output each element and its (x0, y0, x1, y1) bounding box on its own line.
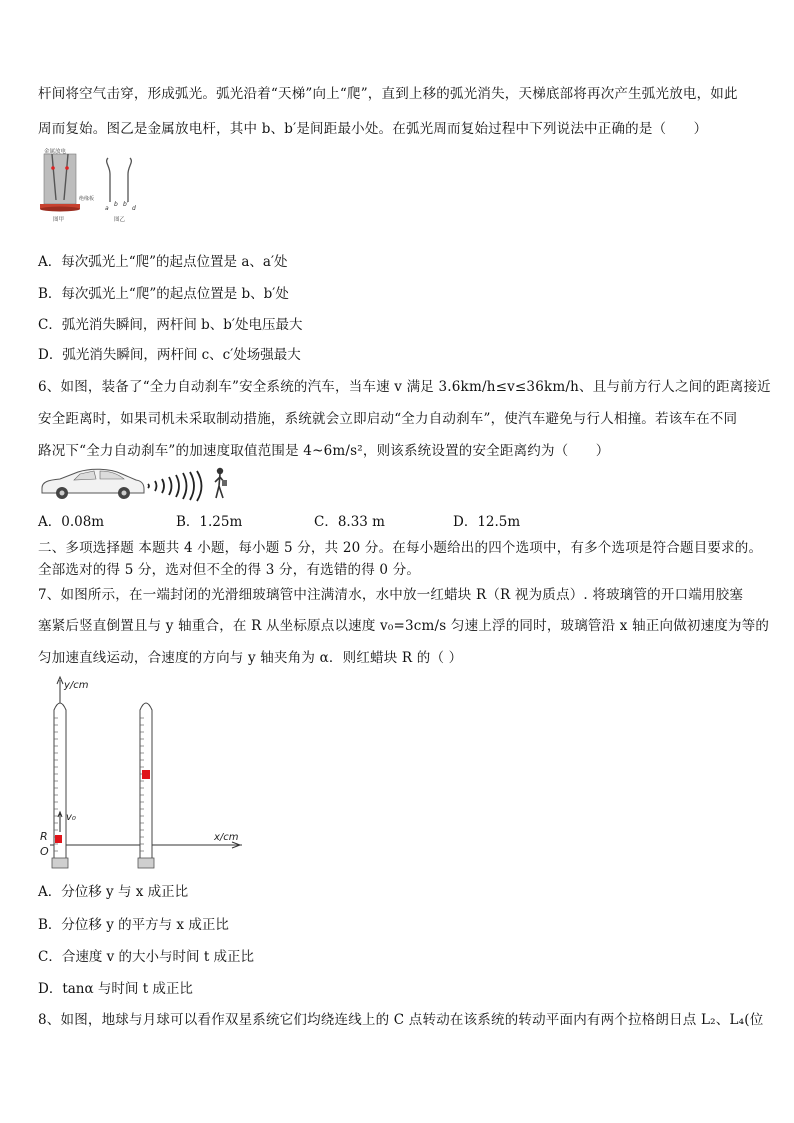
svg-text:y/cm: y/cm (64, 680, 89, 691)
svg-text:R: R (40, 830, 48, 843)
svg-text:b: b (114, 201, 118, 208)
discharge-rods-shape (44, 154, 76, 204)
glass-tube-left (52, 703, 76, 868)
q5-option-b[interactable]: B．每次弧光上“爬”的起点位置是 b、b′处 (38, 286, 289, 302)
svg-text:绝缘板: 绝缘板 (79, 196, 95, 202)
q8-text-line-1: 8、如图，地球与月球可以看作双星系统它们均绕连线上的 C 点转动在该系统的转动平面内有两个拉格朗日点 L₂、L₄(位 (38, 1012, 764, 1028)
q7-option-b[interactable]: B．分位移 y 的平方与 x 成正比 (38, 917, 229, 933)
q7-text-line-2: 塞紧后竖直倒置且与 y 轴重合，在 R 从坐标原点以速度 v₀=3cm/s 匀速上浮的同时，玻璃管沿 x 轴正向做初速度为等的 (38, 618, 770, 634)
q5-figure (38, 148, 148, 230)
q6-text-line-3: 路况下“全力自动刹车”的加速度取值范围是 4~6m/s²，则该系统设置的安全距离约为（ ） (38, 443, 610, 459)
q6-option-c[interactable]: C．8.33 m (314, 514, 385, 530)
q6-figure (38, 462, 238, 502)
glass-tube-right (138, 703, 154, 868)
svg-text:a: a (105, 205, 109, 212)
q6-option-d[interactable]: D．12.5m (453, 514, 521, 530)
q5-text-line-1: 杆间将空气击穿，形成弧光。弧光沿着“天梯”向上“爬”，直到上移的弧光消失，天梯底部将再次产生弧光放电，如此 (38, 86, 738, 102)
svg-text:v₀: v₀ (66, 812, 76, 823)
q7-text-line-1: 7、如图所示，在一端封闭的光滑细玻璃管中注满清水，水中放一红蜡块 R（R 视为质点）. 将玻璃管的开口端用胶塞 (38, 587, 744, 603)
q7-figure (36, 674, 246, 874)
wax-block-later (142, 770, 150, 779)
svg-text:图乙: 图乙 (114, 217, 126, 223)
section2-header-line-1: 二、多项选择题 本题共 4 小题，每小题 5 分，共 20 分。在每小题给出的四个选项中，有多个选项是符合题目要求的。 (38, 540, 763, 556)
q7-option-c[interactable]: C．合速度 v 的大小与时间 t 成正比 (38, 949, 255, 965)
q6-text-line-1: 6、如图，装备了“全力自动刹车”安全系统的汽车，当车速 v 满足 3.6km/h≤v≤36km/h、且与前方行人之间的距离接近 (38, 379, 771, 395)
q5-option-c[interactable]: C．弧光消失瞬间，两杆间 b、b′处电压最大 (38, 317, 303, 333)
q6-text-line-2: 安全距离时，如果司机未采取制动措施，系统就会立即启动“全力自动刹车”，使汽车避免与行人相撞。若该车在不同 (38, 411, 738, 427)
q5-text-line-2: 周而复始。图乙是金属放电杆，其中 b、b′是间距最小处。在弧光周而复始过程中下列说法中正确的是（ ） (38, 121, 708, 137)
svg-text:图甲: 图甲 (53, 217, 65, 223)
svg-text:O: O (40, 845, 49, 858)
section2-header-line-2: 全部选对的得 5 分，选对但不全的得 3 分，有选错的得 0 分。 (38, 562, 421, 578)
q7-option-a[interactable]: A．分位移 y 与 x 成正比 (38, 884, 189, 900)
q7-text-line-3: 匀加速直线运动，合速度的方向与 y 轴夹角为 α．则红蜡块 R 的（ ） (38, 650, 463, 666)
q5-option-a[interactable]: A．每次弧光上“爬”的起点位置是 a、a′处 (38, 254, 288, 270)
q7-option-d[interactable]: D．tanα 与时间 t 成正比 (38, 981, 193, 997)
svg-text:d: d (132, 205, 136, 212)
wax-block-start (55, 835, 62, 843)
q5-option-d[interactable]: D．弧光消失瞬间，两杆间 c、c′处场强最大 (38, 347, 301, 363)
svg-text:x/cm: x/cm (214, 832, 239, 843)
q6-option-b[interactable]: B．1.25m (176, 514, 243, 530)
q6-options-row (0, 510, 794, 530)
svg-text:金属放电: 金属放电 (44, 149, 67, 155)
q6-option-a[interactable]: A．0.08m (38, 514, 105, 530)
svg-text:b′: b′ (123, 201, 129, 208)
